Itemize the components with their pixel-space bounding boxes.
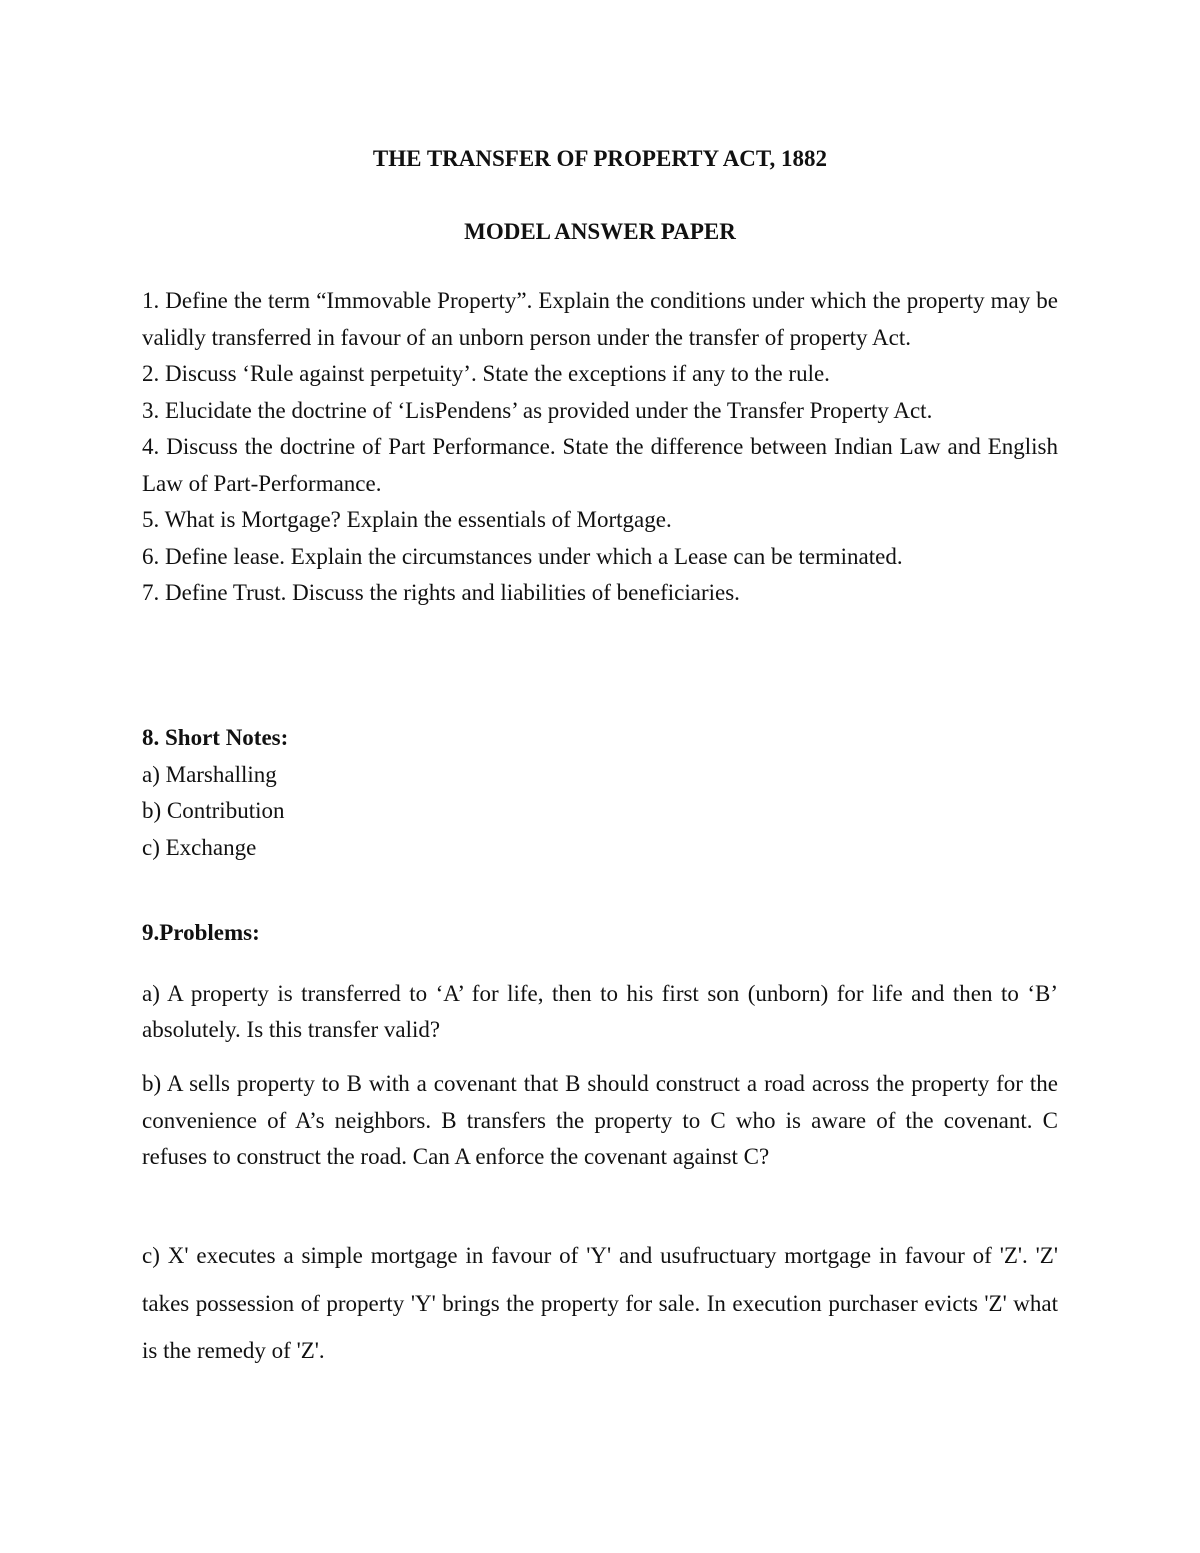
question-item: 2. Discuss ‘Rule against perpetuity’. State the exceptions if any to the rule. [142, 361, 830, 386]
problem-item: c) X' executes a simple mortgage in favour of 'Y' and usufructuary mortgage in favour of 'Z'. 'Z' takes possession of property 'Y' brings the property for sale. In execution purchaser evicts 'Z' what is the remedy of 'Z'. [142, 1243, 1058, 1363]
question-item: 5. What is Mortgage? Explain the essentials of Mortgage. [142, 507, 672, 532]
question-item: 7. Define Trust. Discuss the rights and liabilities of beneficiaries. [142, 580, 740, 605]
short-notes-section [142, 720, 1058, 866]
question-item: 3. Elucidate the doctrine of ‘LisPendens’ as provided under the Transfer Property Act. [142, 397, 933, 423]
question-list [142, 283, 1058, 612]
question-item: 1. Define the term “Immovable Property”. Explain the conditions under which the property may be validly transferred in favour of an unborn person under the transfer of property Act. [142, 288, 1058, 350]
document-title: THE TRANSFER OF PROPERTY ACT, 1882 [372, 146, 828, 171]
problems-heading: 9.Problems: [142, 920, 260, 945]
problem-item: a) A property is transferred to ‘A’ for life, then to his first son (unborn) for life and then to ‘B’ absolutely. Is this transfer valid? [142, 981, 1058, 1042]
question-item: 6. Define lease. Explain the circumstances under which a Lease can be terminated. [142, 543, 903, 569]
short-notes-heading: 8. Short Notes: [142, 725, 289, 750]
problem-item: b) A sells property to B with a covenant that B should construct a road across the property for the convenience of A’s neighbors. B transfers the property to C who is aware of the covenant. C refuses to construct the road. Can A enforce the covenant against C? [142, 1071, 1058, 1169]
question-item: 4. Discuss the doctrine of Part Performance. State the difference between Indian Law and English Law of Part-Performance. [142, 434, 1058, 496]
short-note-item: b) Contribution [142, 798, 285, 823]
short-note-item: c) Exchange [142, 834, 257, 860]
short-note-item: a) Marshalling [142, 761, 277, 787]
document-subtitle: MODEL ANSWER PAPER [464, 219, 736, 244]
